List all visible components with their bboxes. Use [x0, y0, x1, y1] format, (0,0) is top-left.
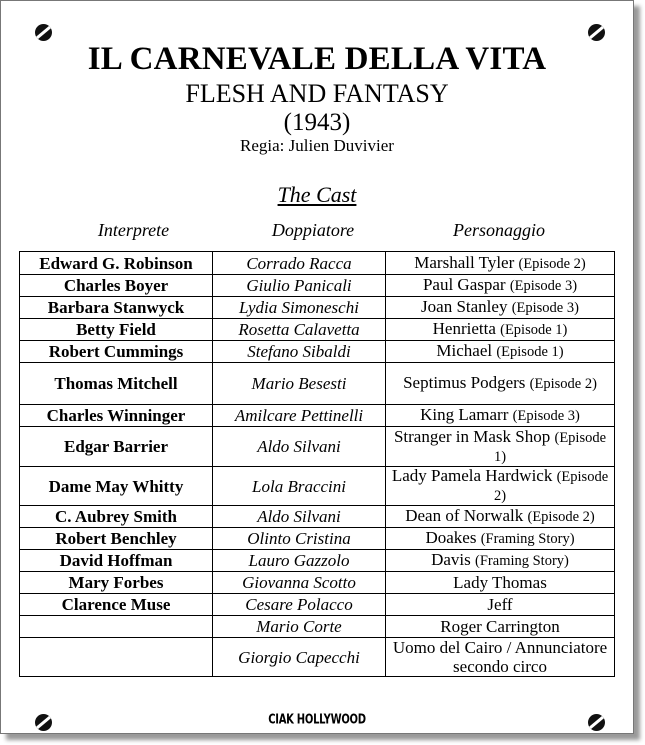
table-row	[20, 528, 615, 550]
character-name: Dean of Norwalk	[405, 506, 524, 525]
dubber-cell: Stefano Sibaldi	[213, 341, 386, 363]
actor-cell: Mary Forbes	[20, 572, 213, 594]
table-row	[20, 363, 615, 405]
dubber-cell: Lauro Gazzolo	[213, 550, 386, 572]
character-name: Uomo del Cairo / Annunciatore secondo circo	[392, 638, 608, 676]
cast-heading: The Cast	[277, 182, 357, 207]
character-cell	[386, 467, 615, 506]
table-row	[20, 550, 615, 572]
character-cell	[386, 319, 615, 341]
character-name: Doakes	[425, 528, 477, 547]
table-row	[20, 638, 615, 677]
dubber-cell: Giulio Panicali	[213, 275, 386, 297]
actor-cell	[20, 638, 213, 677]
character-name: Michael	[436, 341, 493, 360]
dubber-cell: Giorgio Capecchi	[213, 638, 386, 677]
actor-cell: Dame May Whitty	[20, 467, 213, 506]
table-row	[20, 572, 615, 594]
cast-table	[19, 251, 615, 677]
column-header-actor: Interprete	[97, 220, 170, 240]
table-row	[20, 467, 615, 506]
character-name: Lady Thomas	[453, 573, 547, 592]
column-header-character: Personaggio	[453, 220, 545, 240]
episode-note: (Episode 1)	[500, 322, 568, 338]
actor-cell: Edward G. Robinson	[20, 252, 213, 275]
table-row	[20, 341, 615, 363]
character-cell	[386, 341, 615, 363]
actor-cell: Robert Benchley	[20, 528, 213, 550]
dubber-cell: Aldo Silvani	[213, 427, 386, 467]
dubber-cell: Mario Besesti	[213, 363, 386, 405]
dubber-cell: Amilcare Pettinelli	[213, 405, 386, 427]
episode-note: (Episode 3)	[511, 300, 579, 316]
character-cell	[386, 252, 615, 275]
character-name: Marshall Tyler	[414, 252, 515, 272]
year: (1943)	[283, 109, 351, 136]
table-row	[20, 275, 615, 297]
episode-note: (Episode 3)	[509, 278, 578, 294]
table-row	[20, 427, 615, 467]
episode-note: (Episode 2)	[529, 376, 597, 392]
actor-cell: Barbara Stanwyck	[20, 297, 213, 319]
character-name: Stranger in Mask Shop	[393, 426, 551, 446]
table-row	[20, 297, 615, 319]
actor-cell: Charles Winninger	[20, 405, 213, 427]
character-name: Jeff	[487, 595, 513, 614]
episode-note: (Episode 1)	[496, 344, 564, 360]
character-name: Joan Stanley	[421, 297, 508, 316]
actor-cell: Betty Field	[20, 319, 213, 341]
character-name: Lady Pamela Hardwick	[391, 466, 553, 485]
character-cell	[386, 616, 615, 638]
character-cell	[386, 275, 615, 297]
director: Regia: Julien Duvivier	[240, 136, 394, 155]
character-cell	[386, 427, 615, 467]
episode-note: (Episode 2)	[527, 509, 595, 525]
character-cell	[386, 506, 615, 528]
dubber-cell: Cesare Polacco	[213, 594, 386, 616]
character-cell	[386, 297, 615, 319]
table-row	[20, 616, 615, 638]
table-row	[20, 319, 615, 341]
character-cell	[386, 594, 615, 616]
character-cell	[386, 572, 615, 594]
dubber-cell: Mario Corte	[213, 616, 386, 638]
dubber-cell: Aldo Silvani	[213, 506, 386, 528]
screw-icon	[35, 24, 52, 41]
character-name: Septimus Podgers	[403, 373, 526, 392]
table-row	[20, 405, 615, 427]
dubber-cell: Rosetta Calavetta	[213, 319, 386, 341]
dubber-cell: Lydia Simoneschi	[213, 297, 386, 319]
screw-icon	[588, 24, 605, 41]
episode-note: (Framing Story)	[480, 531, 575, 547]
english-title: FLESH AND FANTASY	[185, 79, 449, 108]
dubber-cell: Corrado Racca	[213, 252, 386, 275]
character-cell	[386, 363, 615, 405]
character-name: Davis	[431, 550, 471, 569]
character-cell	[386, 638, 615, 677]
character-name: Paul Gaspar	[422, 275, 506, 294]
episode-note: (Episode 2)	[518, 255, 586, 272]
italian-title: IL CARNEVALE DELLA VITA	[87, 41, 547, 77]
character-cell	[386, 550, 615, 572]
column-header-dubber: Doppiatore	[271, 220, 355, 240]
actor-cell	[20, 616, 213, 638]
table-row	[20, 506, 615, 528]
episode-note: (Episode 1)	[493, 429, 607, 465]
actor-cell: Charles Boyer	[20, 275, 213, 297]
dubber-cell: Giovanna Scotto	[213, 572, 386, 594]
actor-cell: C. Aubrey Smith	[20, 506, 213, 528]
actor-cell: Robert Cummings	[20, 341, 213, 363]
actor-cell: Clarence Muse	[20, 594, 213, 616]
character-name: Henrietta	[432, 319, 501, 338]
character-name: Roger Carrington	[440, 617, 560, 636]
episode-note: (Framing Story)	[475, 553, 569, 569]
dubber-cell: Olinto Cristina	[213, 528, 386, 550]
episode-note: (Episode 3)	[512, 408, 580, 424]
footer-logo: CIAK HOLLYWOOD	[268, 713, 366, 728]
character-cell	[386, 528, 615, 550]
table-row	[20, 594, 615, 616]
episode-note: (Episode 2)	[493, 469, 609, 504]
actor-cell: Thomas Mitchell	[20, 363, 213, 405]
actor-cell: David Hoffman	[20, 550, 213, 572]
table-row	[20, 252, 615, 275]
character-name: King Lamarr	[420, 405, 509, 424]
actor-cell: Edgar Barrier	[20, 427, 213, 467]
dubber-cell: Lola Braccini	[213, 467, 386, 506]
character-cell	[386, 405, 615, 427]
